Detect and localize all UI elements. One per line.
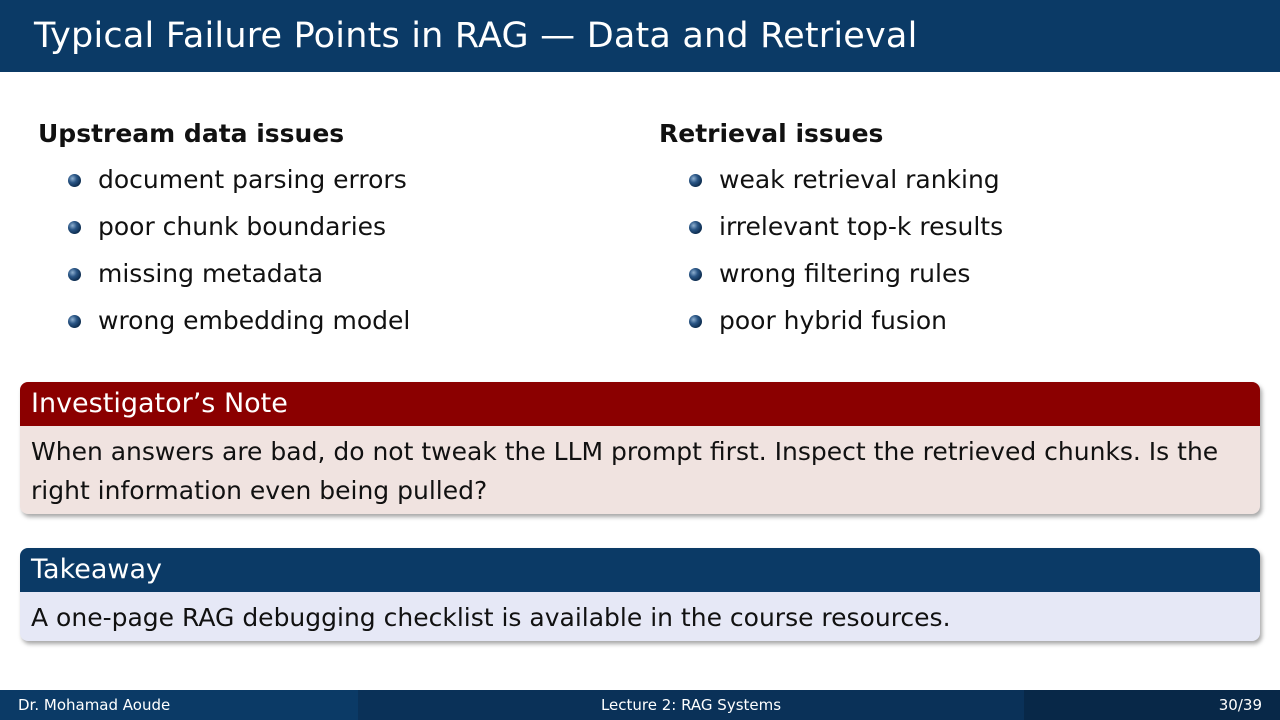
footer-lecture-section <box>358 690 1024 720</box>
list-item <box>659 250 1219 297</box>
ball-bullet-icon <box>689 174 702 187</box>
page-number: 30/39 <box>1218 696 1262 714</box>
footer <box>0 690 1280 720</box>
list-item-text: wrong embedding model <box>98 306 411 335</box>
footer-author-section <box>0 690 358 720</box>
ball-bullet-icon <box>689 221 702 234</box>
left-column <box>38 112 598 344</box>
ball-bullet-icon <box>689 315 702 328</box>
title-bar <box>0 0 1280 72</box>
note-block-title: Investigator’s Note <box>20 382 1260 426</box>
investigator-note-block <box>20 382 1260 514</box>
list-item-text: poor hybrid fusion <box>719 306 947 335</box>
right-column <box>659 112 1219 344</box>
footer-lecture: Lecture 2: RAG Systems <box>600 696 782 714</box>
footer-page-section <box>1024 690 1280 720</box>
list-item-text: document parsing errors <box>98 165 407 194</box>
slide-title: Typical Failure Points in RAG — Data and Retrieval <box>34 16 918 56</box>
ball-bullet-icon <box>68 268 81 281</box>
list-item <box>659 203 1219 250</box>
list-item-text: poor chunk boundaries <box>98 212 387 241</box>
ball-bullet-icon <box>689 268 702 281</box>
takeaway-block <box>20 548 1260 641</box>
list-item-text: wrong filtering rules <box>719 259 971 288</box>
takeaway-block-body: A one-page RAG debugging checklist is available in the course resources. <box>31 603 951 632</box>
ball-bullet-icon <box>68 315 81 328</box>
list-item <box>38 203 598 250</box>
note-block-body: When answers are bad, do not tweak the LLM prompt first. Inspect the retrieved chunks. Is the right information even being pulled? <box>31 437 1219 505</box>
takeaway-block-title: Takeaway <box>20 548 1260 592</box>
list-item-text: irrelevant top-k results <box>719 212 1004 241</box>
right-bullet-list <box>659 156 1219 344</box>
list-item <box>659 156 1219 203</box>
ball-bullet-icon <box>68 221 81 234</box>
list-item <box>38 250 598 297</box>
left-column-heading: Upstream data issues <box>38 119 345 148</box>
list-item <box>659 297 1219 344</box>
right-column-heading: Retrieval issues <box>659 119 884 148</box>
ball-bullet-icon <box>68 174 81 187</box>
footer-author: Dr. Mohamad Aoude <box>18 696 171 714</box>
list-item-text: missing metadata <box>98 259 324 288</box>
list-item <box>38 156 598 203</box>
list-item-text: weak retrieval ranking <box>719 165 1000 194</box>
left-bullet-list <box>38 156 598 344</box>
list-item <box>38 297 598 344</box>
